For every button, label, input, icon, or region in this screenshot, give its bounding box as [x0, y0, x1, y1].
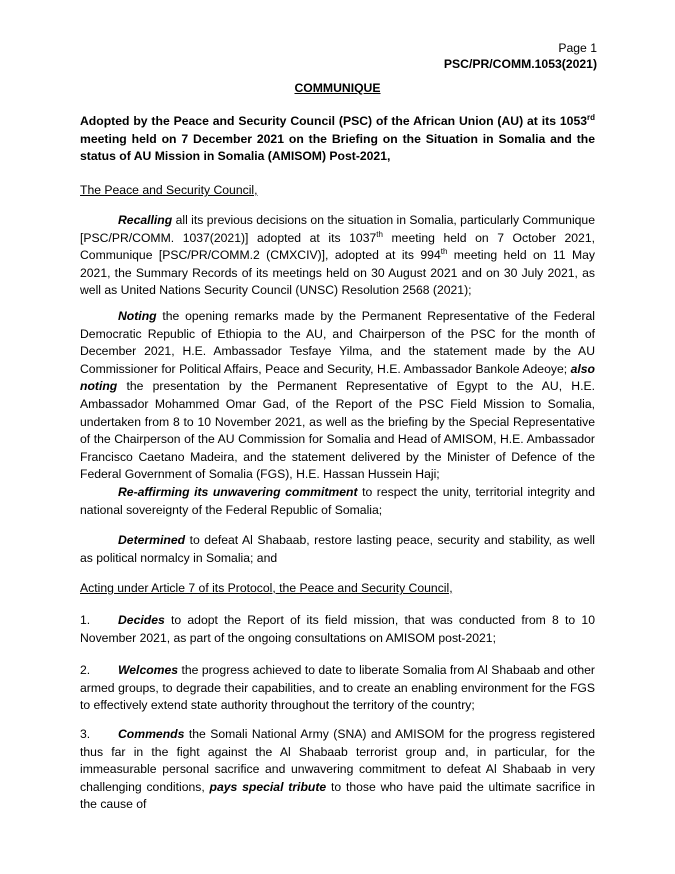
recalling-text-3: meeting held on 11 May 2021, the Summary Records of its meetings held on 30 August 2021 and on 30 July 2021, as well as United Nations Security Council (UNSC) Resolution 2568 (2021); [80, 248, 595, 298]
recalling-text-1: all its previous decisions on the situation in Somalia, particularly Communique [PSC/PR/COMM. 1037(2021)] adopted at its 1037 [80, 213, 595, 245]
item-text: the Somali National Army (SNA) and AMISOM for the progress registered thus far in the fight against the Al Shabaab terrorist group and, in particular, for the immeasurable personal sacrifice and unwavering commitment to defeat Al Shabaab in very challenging conditions, [80, 727, 595, 794]
paragraph-reaffirming [80, 484, 595, 519]
item-lead: Welcomes [118, 663, 179, 677]
item-number: 2. [80, 663, 91, 677]
item-lead: Commends [118, 727, 185, 741]
noting-text-1: the opening remarks made by the Permanent Representative of the Federal Democratic Republic of Ethiopia to the AU, and Chairperson of the PSC for the month of December 2021, H.E. Ambassador Tesfaye Yilma, and the statement made by the AU Commissioner for Political Affairs, Peace and Security, H.E. Ambassador Bankole Adeoye; [80, 309, 595, 376]
recalling-lead: Recalling [118, 213, 173, 227]
adoption-sup: rd [587, 112, 595, 122]
noting-lead-2: also noting [80, 361, 595, 394]
paragraph-determined [80, 532, 595, 567]
recalling-sup-1: th [376, 229, 383, 239]
operative-paragraph-3 [80, 726, 595, 814]
paragraph-recalling [80, 212, 595, 300]
adoption-statement [80, 113, 595, 166]
acting-heading: Acting under Article 7 of its Protocol, the Peace and Security Council, [80, 581, 453, 595]
document-reference: PSC/PR/COMM.1053(2021) [443, 57, 597, 71]
page-number: Page 1 [558, 41, 597, 55]
operative-paragraph-1 [80, 612, 595, 647]
noting-lead: Noting [118, 309, 157, 323]
operative-paragraph-2 [80, 662, 595, 715]
adoption-text-2: meeting held on 7 December 2021 on the Briefing on the Situation in Somalia and the status of AU Mission in Somalia (AMISOM) Post-2021, [80, 131, 595, 164]
recalling-text-2: meeting held on 7 October 2021, Communique [PSC/PR/COMM.2 (CMXCIV)], adopted at its 994 [80, 230, 595, 263]
noting-text-2: the presentation by the Permanent Representative of Egypt to the AU, H.E. Ambassador Mohammed Omar Gad, of the Report of the PSC Field Mission to Somalia, undertaken from 8 to 10 November 2021, as well as the briefing by the Special Representative of the Chairperson of the AU Commission for Somalia and Head of AMISOM, H.E. Ambassador Francisco Caetano Madeira, and the statement delivered by the Minister of Defence of the Federal Government of Somalia (FGS), H.E. Hassan Hussein Haji; [80, 379, 595, 482]
item-number: 1. [80, 613, 91, 627]
item-text: to adopt the Report of its field mission, that was conducted from 8 to 10 November 2021, as part of the ongoing consultations on AMISOM post-2021; [80, 613, 595, 645]
recalling-sup-2: th [440, 247, 448, 257]
item-number: 3. [80, 727, 91, 741]
item-lead: Decides [118, 613, 165, 627]
council-heading: The Peace and Security Council, [80, 183, 258, 197]
paragraph-noting [80, 308, 595, 484]
determined-lead: Determined [118, 533, 186, 547]
reaffirming-text: to respect the unity, territorial integrity and national sovereignty of the Federal Republic of Somalia; [80, 485, 595, 517]
item-text-2: to those who have paid the ultimate sacrifice in the cause of [80, 779, 596, 812]
document-title: COMMUNIQUE [294, 81, 381, 95]
item-text: the progress achieved to date to liberate Somalia from Al Shabaab and other armed groups, to degrade their capabilities, and to create an enabling environment for the FGS to effectively extend state authority throughout the territory of the country; [80, 663, 595, 713]
reaffirming-lead: Re-affirming its unwavering commitment [118, 485, 358, 499]
determined-text: to defeat Al Shabaab, restore lasting peace, security and stability, as well as political normalcy in Somalia; and [80, 533, 595, 565]
item-lead-2: pays special tribute [209, 779, 327, 794]
adoption-text-1: Adopted by the Peace and Security Council (PSC) of the African Union (AU) at its 1053 [80, 114, 587, 128]
